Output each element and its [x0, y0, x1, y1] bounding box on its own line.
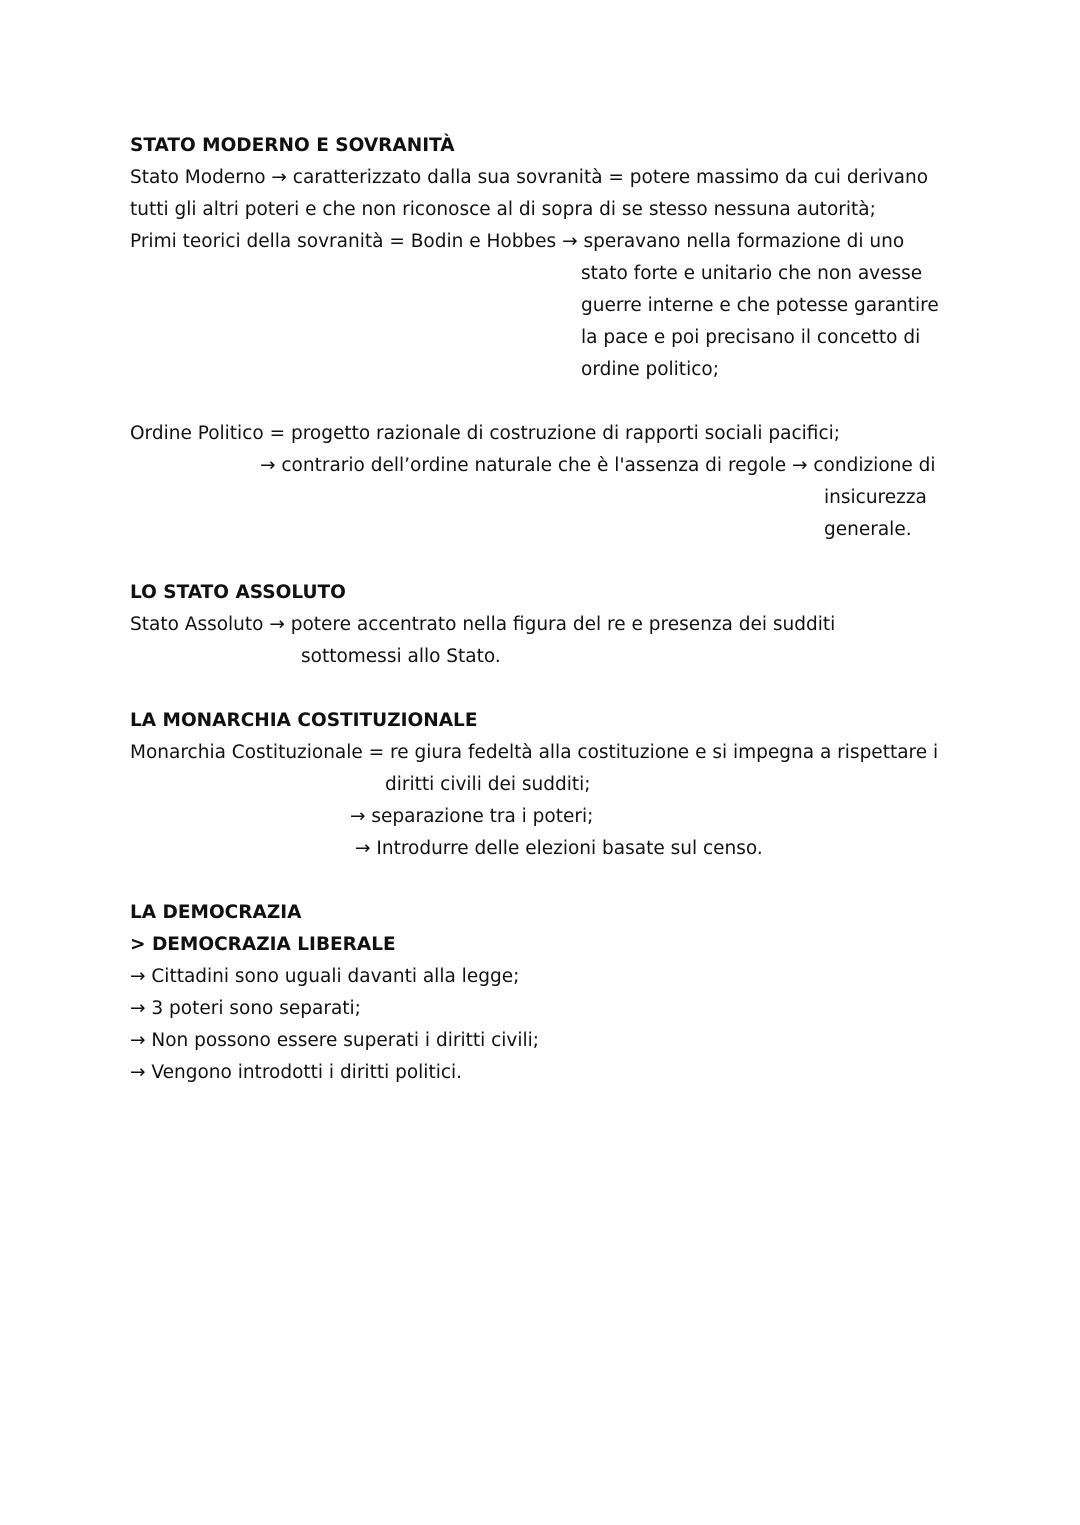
heading-stato-assoluto: LO STATO ASSOLUTO	[130, 582, 346, 603]
text-line: la pace e poi precisano il concetto di	[581, 327, 921, 348]
text-line: sottomessi allo Stato.	[301, 646, 501, 667]
text-line: → Introdurre delle elezioni basate sul censo.	[355, 838, 763, 859]
list-item: → 3 poteri sono separati;	[130, 998, 361, 1019]
heading-stato-moderno: STATO MODERNO E SOVRANITÀ	[130, 135, 455, 156]
text-line: guerre interne e che potesse garantire	[581, 295, 939, 316]
list-item: → Vengono introdotti i diritti politici.	[130, 1062, 463, 1083]
text-line: Monarchia Costituzionale = re giura fedeltà alla costituzione e si impegna a rispettare i	[130, 742, 939, 763]
text-line: tutti gli altri poteri e che non riconosce al di sopra di se stesso nessuna autorità;	[130, 199, 876, 220]
text-line: Ordine Politico = progetto razionale di costruzione di rapporti sociali pacifici;	[130, 423, 841, 444]
heading-monarchia: LA MONARCHIA COSTITUZIONALE	[130, 710, 478, 731]
text-line: generale.	[824, 519, 912, 540]
text-line: Primi teorici della sovranità = Bodin e Hobbes → speravano nella formazione di uno	[130, 231, 905, 252]
text-line: Stato Moderno → caratterizzato dalla sua sovranità = potere massimo da cui derivano	[130, 167, 929, 188]
text-line: diritti civili dei sudditi;	[385, 774, 591, 795]
text-line: → contrario dell’ordine naturale che è l'assenza di regole → condizione di	[260, 455, 936, 476]
heading-democrazia: LA DEMOCRAZIA	[130, 902, 302, 923]
text-line: insicurezza	[824, 487, 927, 508]
text-line: ordine politico;	[581, 359, 719, 380]
text-line: Stato Assoluto → potere accentrato nella figura del re e presenza dei sudditi	[130, 614, 836, 635]
subheading-democrazia-liberale: > DEMOCRAZIA LIBERALE	[130, 934, 396, 955]
text-line: → separazione tra i poteri;	[350, 806, 594, 827]
text-line: stato forte e unitario che non avesse	[581, 263, 923, 284]
list-item: → Non possono essere superati i diritti civili;	[130, 1030, 540, 1051]
list-item: → Cittadini sono uguali davanti alla legge;	[130, 966, 520, 987]
